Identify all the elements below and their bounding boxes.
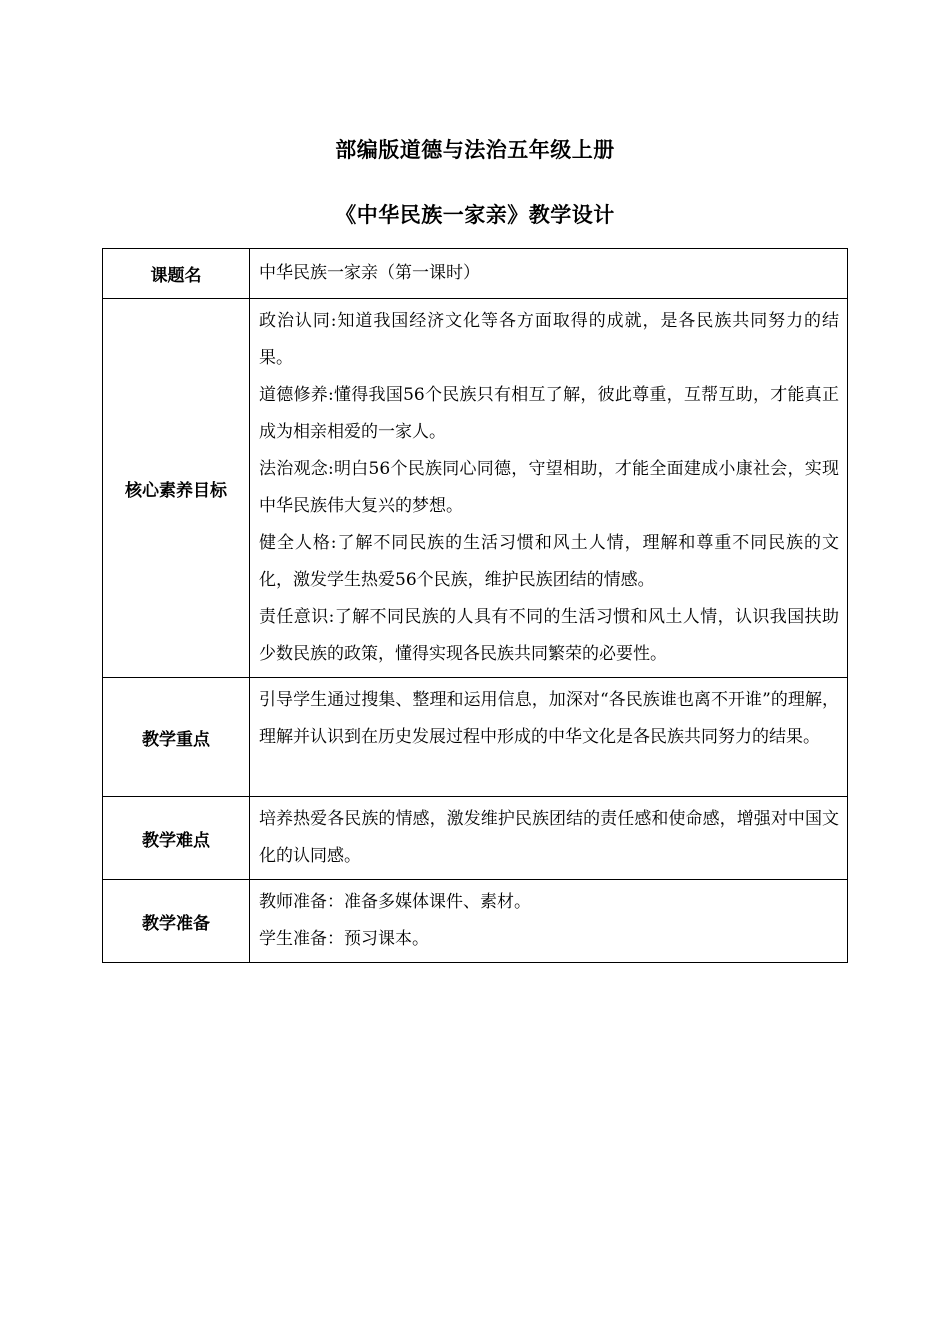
table-row-preparation bbox=[103, 880, 848, 963]
student-preparation: 学生准备：预习课本。 bbox=[259, 929, 429, 949]
row-label-topic: 课题名 bbox=[103, 249, 250, 299]
table-row-difficulties bbox=[103, 797, 848, 880]
goal-responsibility: 责任意识:了解不同民族的人具有不同的生活习惯和风土人情，认识我国扶助少数民族的政策，懂得实现各民族共同繁荣的必要性。 bbox=[259, 607, 839, 664]
row-label-key-points: 教学重点 bbox=[103, 678, 250, 797]
table-row-topic bbox=[103, 249, 848, 299]
row-content-preparation bbox=[250, 880, 848, 963]
topic-text: 中华民族一家亲（第一课时） bbox=[259, 263, 480, 283]
document-title: 部编版道德与法治五年级上册 bbox=[335, 138, 615, 162]
row-label-difficulties: 教学难点 bbox=[103, 797, 250, 880]
goal-political: 政治认同:知道我国经济文化等各方面取得的成就，是各民族共同努力的结果。 bbox=[259, 311, 839, 368]
goal-legal: 法治观念:明白56个民族同心同德，守望相助，才能全面建成小康社会，实现中华民族伟大复兴的梦想。 bbox=[259, 459, 839, 516]
table-row-key-points bbox=[103, 678, 848, 797]
row-content-core-goals bbox=[250, 299, 848, 678]
key-points-text: 引导学生通过搜集、整理和运用信息，加深对“各民族谁也离不开谁”的理解，理解并认识到在历史发展过程中形成的中华文化是各民族共同努力的结果。 bbox=[259, 690, 839, 747]
goal-personality: 健全人格:了解不同民族的生活习惯和风土人情，理解和尊重不同民族的文化，激发学生热爱56个民族，维护民族团结的情感。 bbox=[259, 533, 839, 590]
teacher-preparation: 教师准备：准备多媒体课件、素材。 bbox=[259, 892, 531, 912]
document-subtitle: 《中华民族一家亲》教学设计 bbox=[335, 203, 615, 227]
table-row-core-goals bbox=[103, 299, 848, 678]
row-label-preparation: 教学准备 bbox=[103, 880, 250, 963]
row-content-topic bbox=[250, 249, 848, 299]
difficulties-text: 培养热爱各民族的情感，激发维护民族团结的责任感和使命感，增强对中国文化的认同感。 bbox=[259, 809, 839, 866]
lesson-plan-table bbox=[102, 248, 848, 963]
goal-moral: 道德修养:懂得我国56个民族只有相互了解，彼此尊重，互帮互助，才能真正成为相亲相爱的一家人。 bbox=[259, 385, 839, 442]
row-content-key-points bbox=[250, 678, 848, 797]
row-label-core-goals: 核心素养目标 bbox=[103, 299, 250, 678]
row-content-difficulties bbox=[250, 797, 848, 880]
